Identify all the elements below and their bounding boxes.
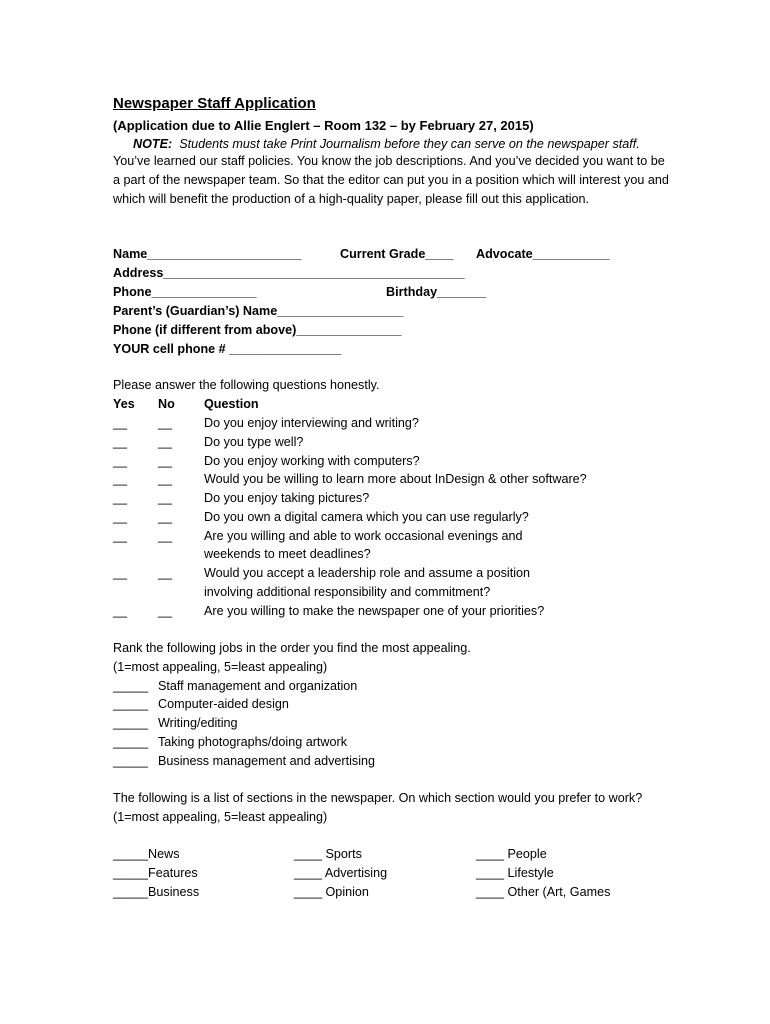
rank-item: Business management and advertising [158, 754, 376, 768]
question-item-continued: weekends to meet deadlines? [204, 547, 371, 561]
address-field[interactable]: Address___________________________________________ [113, 266, 465, 280]
rank-blank[interactable]: _____ [113, 716, 149, 730]
section-lifestyle[interactable]: ____ Lifestyle [476, 866, 554, 880]
page-title: Newspaper Staff Application [113, 95, 316, 112]
sections-scale: (1=most appealing, 5=least appealing) [113, 810, 328, 824]
section-opinion[interactable]: ____ Opinion [294, 885, 369, 899]
question-item: Do you enjoy taking pictures? [204, 491, 370, 505]
yes-blank[interactable]: __ [113, 435, 128, 449]
yes-blank[interactable]: __ [113, 510, 128, 524]
yes-blank[interactable]: __ [113, 566, 128, 580]
no-blank[interactable]: __ [158, 416, 173, 430]
section-other[interactable]: ____ Other (Art, Games [476, 885, 611, 899]
section-people[interactable]: ____ People [476, 847, 547, 861]
yes-blank[interactable]: __ [113, 604, 128, 618]
yes-blank[interactable]: __ [113, 454, 128, 468]
question-item: Do you enjoy working with computers? [204, 454, 420, 468]
birthday-field[interactable]: Birthday_______ [386, 285, 487, 299]
question-item: Do you own a digital camera which you can use regularly? [204, 510, 529, 524]
rank-blank[interactable]: _____ [113, 697, 149, 711]
no-blank[interactable]: __ [158, 472, 173, 486]
questions-instruction: Please answer the following questions honestly. [113, 378, 380, 392]
parent-name-field[interactable]: Parent’s (Guardian’s) Name__________________ [113, 304, 404, 318]
section-sports[interactable]: ____ Sports [294, 847, 362, 861]
question-item: Do you enjoy interviewing and writing? [204, 416, 419, 430]
sections-instruction: The following is a list of sections in the newspaper. On which section would you prefer to work? [113, 791, 643, 805]
rank-blank[interactable]: _____ [113, 735, 149, 749]
question-item-continued: involving additional responsibility and commitment? [204, 585, 491, 599]
section-news[interactable]: _____News [113, 847, 180, 861]
no-column-header: No [158, 397, 175, 411]
current-grade-field[interactable]: Current Grade____ [340, 247, 454, 261]
question-column-header: Question [204, 397, 259, 411]
yes-blank[interactable]: __ [113, 491, 128, 505]
yes-blank[interactable]: __ [113, 472, 128, 486]
intro-paragraph: You’ve learned our staff policies. You know the job descriptions. And you’ve decided you want to be a part of the newspaper team. So that the editor can put you in a position which will interest you and which will benefit the production of a high-quality paper, please fill out this application. [113, 154, 669, 206]
no-blank[interactable]: __ [158, 566, 173, 580]
yes-column-header: Yes [113, 397, 135, 411]
name-field[interactable]: Name______________________ [113, 247, 302, 261]
question-item: Are you willing and able to work occasional evenings and [204, 529, 523, 543]
yes-blank[interactable]: __ [113, 416, 128, 430]
question-item: Would you be willing to learn more about InDesign & other software? [204, 472, 587, 486]
no-blank[interactable]: __ [158, 604, 173, 618]
rank-item: Taking photographs/doing artwork [158, 735, 348, 749]
yes-blank[interactable]: __ [113, 529, 128, 543]
note-text: Students must take Print Journalism before they can serve on the newspaper staff. [179, 137, 640, 151]
question-item: Are you willing to make the newspaper one of your priorities? [204, 604, 545, 618]
ranking-scale: (1=most appealing, 5=least appealing) [113, 660, 328, 674]
advocate-field[interactable]: Advocate___________ [476, 247, 610, 261]
rank-blank[interactable]: _____ [113, 754, 149, 768]
question-item: Do you type well? [204, 435, 304, 449]
no-blank[interactable]: __ [158, 510, 173, 524]
no-blank[interactable]: __ [158, 435, 173, 449]
due-date-subtitle: (Application due to Allie Englert – Room 132 – by February 27, 2015) [113, 118, 534, 133]
cell-phone-field[interactable]: YOUR cell phone # ________________ [113, 342, 342, 356]
rank-blank[interactable]: _____ [113, 679, 149, 693]
rank-item: Staff management and organization [158, 679, 358, 693]
no-blank[interactable]: __ [158, 491, 173, 505]
section-advertising[interactable]: ____ Advertising [294, 866, 388, 880]
rank-item: Computer-aided design [158, 697, 289, 711]
no-blank[interactable]: __ [158, 529, 173, 543]
rank-item: Writing/editing [158, 716, 238, 730]
question-item: Would you accept a leadership role and assume a position [204, 566, 531, 580]
note-label: NOTE: [133, 137, 173, 151]
no-blank[interactable]: __ [158, 454, 173, 468]
alt-phone-field[interactable]: Phone (if different from above)_______________ [113, 323, 402, 337]
section-business[interactable]: _____Business [113, 885, 200, 899]
section-features[interactable]: _____Features [113, 866, 198, 880]
ranking-instruction: Rank the following jobs in the order you find the most appealing. [113, 641, 471, 655]
phone-field[interactable]: Phone_______________ [113, 285, 257, 299]
